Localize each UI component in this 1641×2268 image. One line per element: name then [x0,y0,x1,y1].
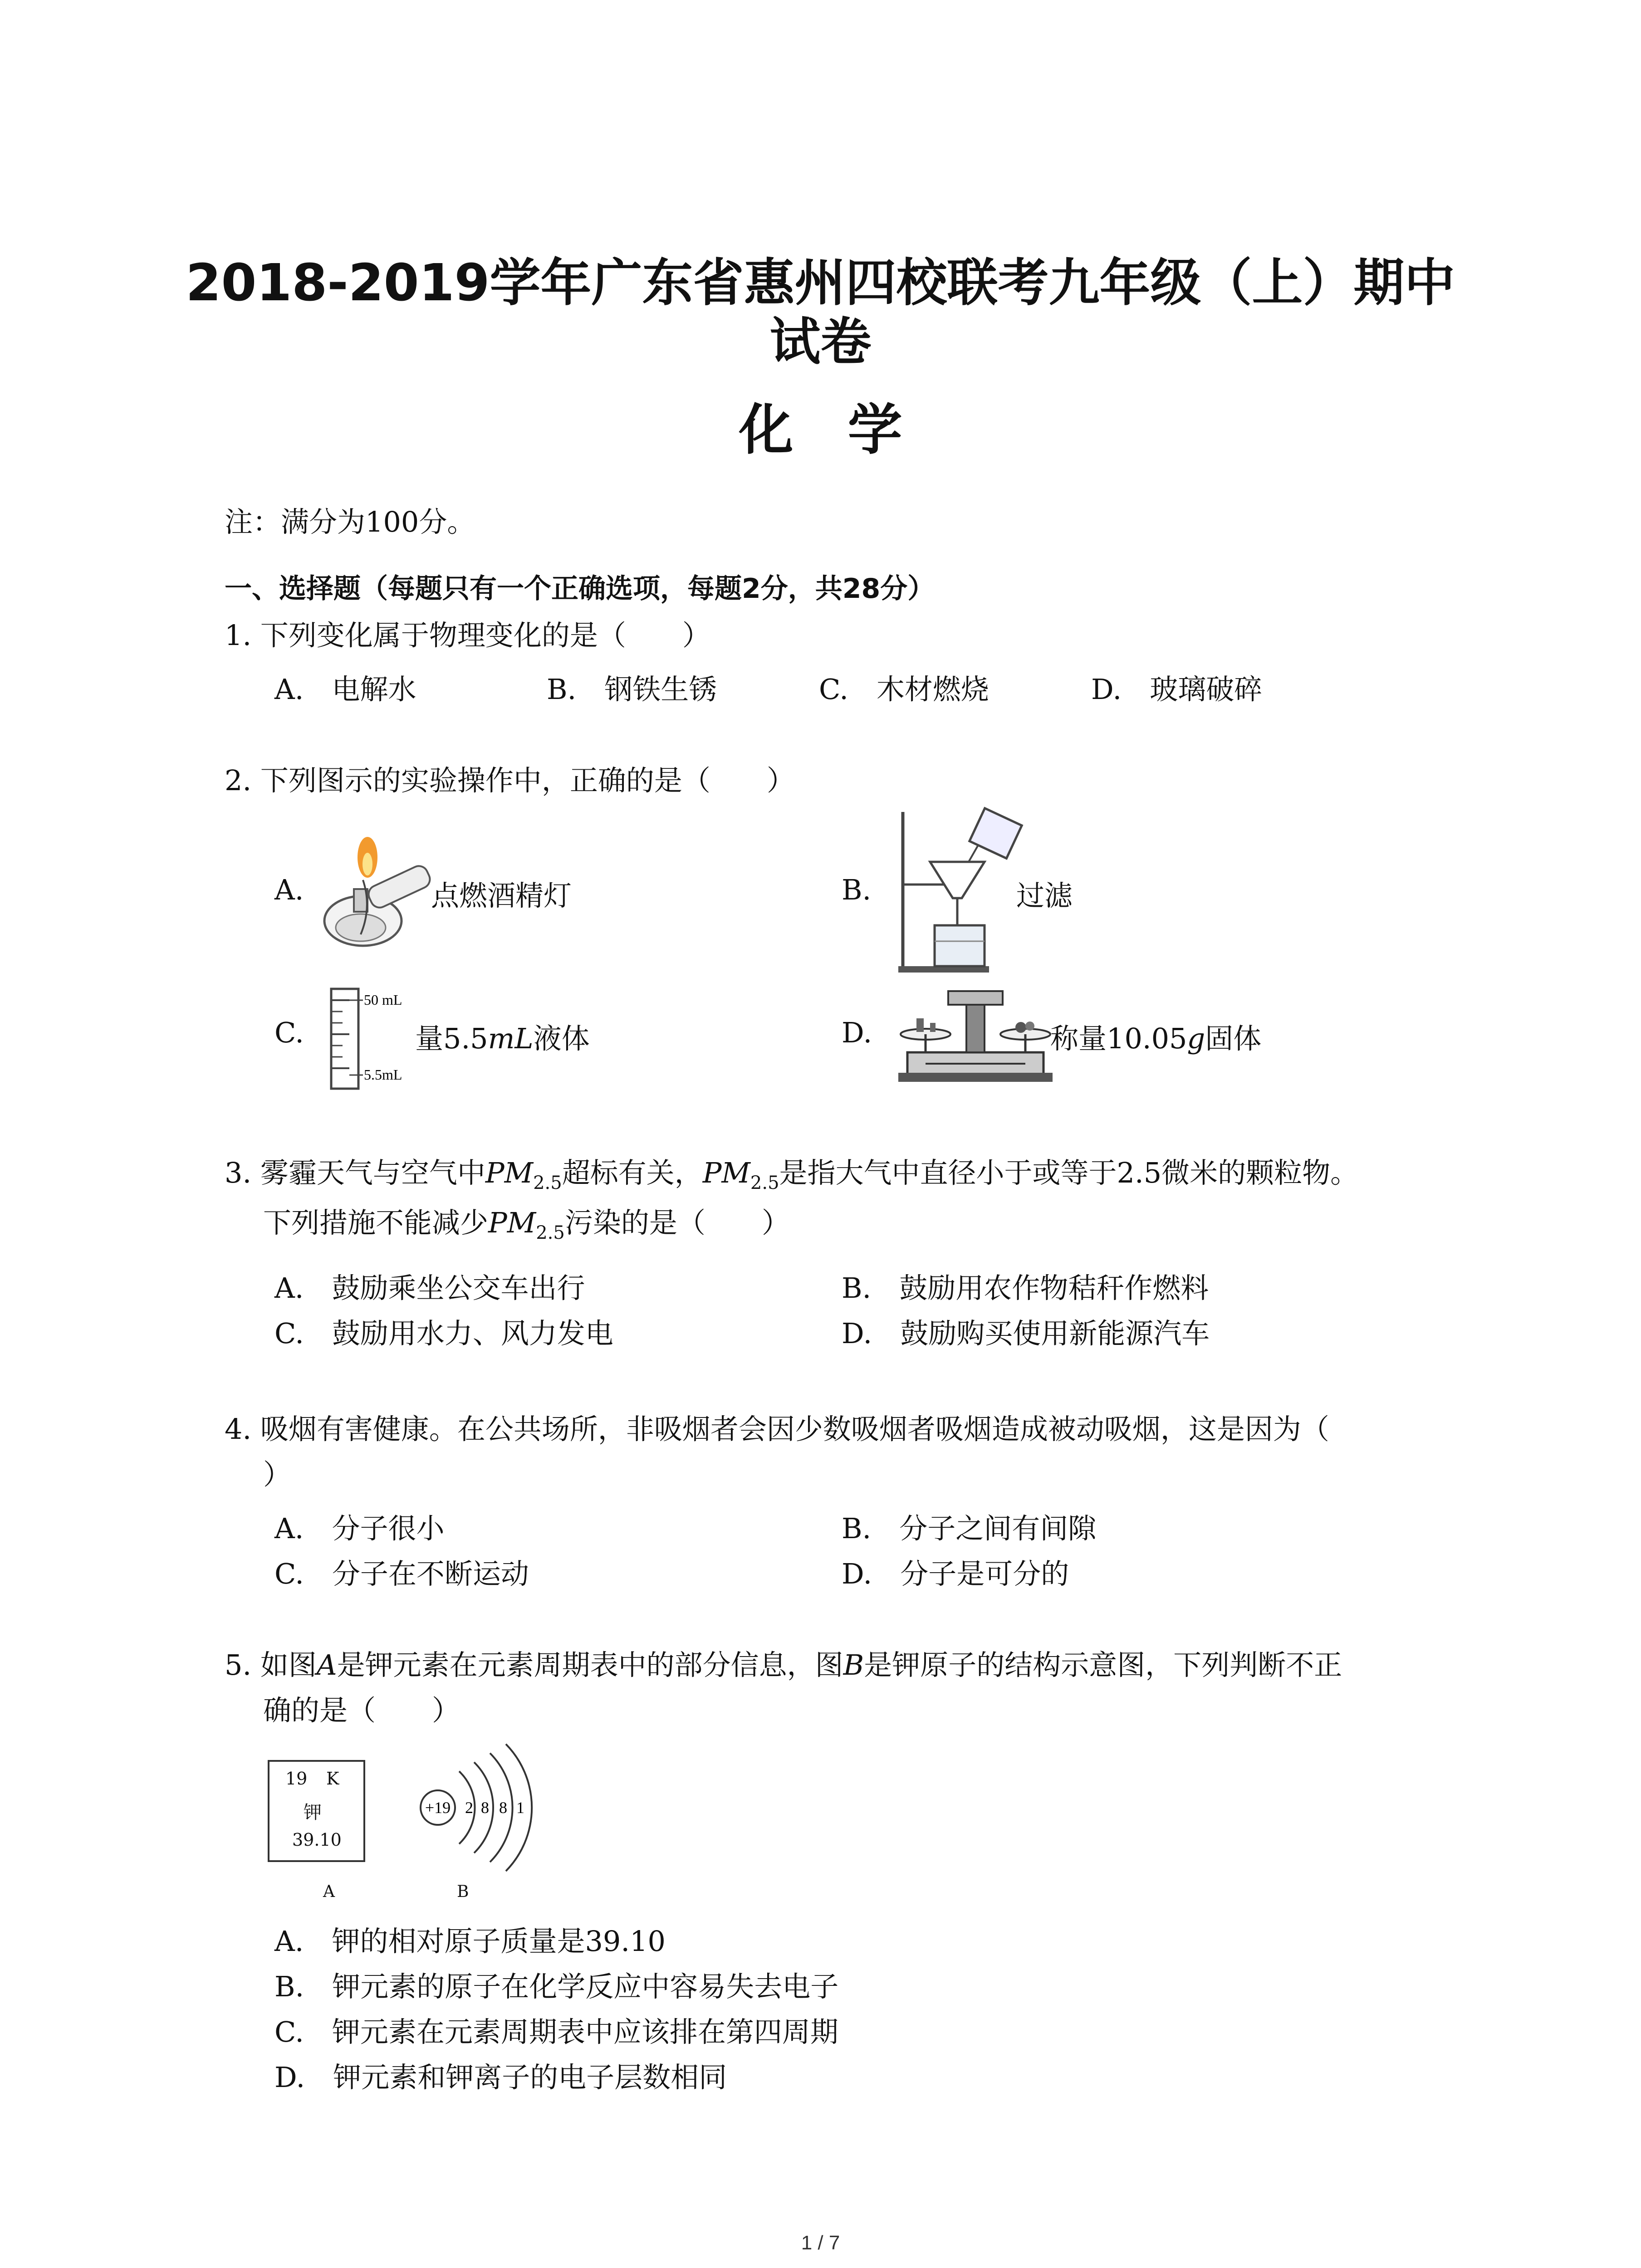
nucleus-charge: +19 [425,1799,451,1817]
periodic-table-tile [268,1760,365,1862]
q1-option-b: B. 钢铁生锈 [547,673,717,706]
question-4-line2: ） [263,1458,292,1491]
question-3-line2: 下列措施不能减少$PM_{2.5}$污染的是（ ） [263,1206,790,1243]
element-name: 钾 [304,1802,322,1823]
q2-option-c-caption: 量5.5mL液体 [415,1022,590,1055]
q4-option-d: D. 分子是可分的 [842,1557,1069,1590]
cylinder-tick-bottom: 5.5mL [364,1066,402,1083]
page-title: 2018-2019学年广东省惠州四校联考九年级（上）期中 [186,254,1455,313]
q2-option-d-caption: 称量10.05g固体 [1050,1022,1262,1055]
alcohol-lamp-image [318,830,436,953]
q2-option-a-caption: 点燃酒精灯 [431,879,572,912]
cylinder-tick-top: 50 mL [364,992,402,1008]
q4-option-a: A. 分子很小 [274,1512,445,1545]
shell-4-electrons: 1 [516,1799,524,1817]
page-title-line2: 试卷 [769,313,872,371]
q3-option-b: B. 鼓励用农作物秸秆作燃料 [842,1271,1209,1305]
graduated-cylinder-image [322,984,413,1093]
q4-option-b: B. 分子之间有间隙 [842,1512,1097,1545]
score-note: 注：满分为100分。 [225,505,475,538]
shell-2-electrons: 8 [481,1799,489,1817]
q2-option-b-caption: 过滤 [1016,879,1073,912]
q5-option-a: A. 钾的相对原子质量是39.10 [274,1925,666,1958]
q2-option-a-letter: A. [274,873,304,906]
q4-option-c: C. 分子在不断运动 [274,1557,529,1590]
figure-a-label: A [323,1882,335,1901]
question-2-stem: 2. 下列图示的实验操作中，正确的是（ ） [225,764,795,797]
q1-option-c: C. 木材燃烧 [819,673,989,706]
q2-option-d-letter: D. [842,1016,872,1049]
element-symbol: K [326,1769,339,1789]
q3-option-d: D. 鼓励购买使用新能源汽车 [842,1317,1210,1350]
q1-option-a: A. 电解水 [274,673,416,706]
q3-option-a: A. 鼓励乘坐公交车出行 [274,1271,585,1305]
figure-b-label: B [457,1882,469,1901]
question-5-line2: 确的是（ ） [263,1694,460,1727]
subject-title: 化 学 [739,399,902,462]
atomic-number: 19 [285,1769,308,1789]
q5-option-b: B. 钾元素的原子在化学反应中容易失去电子 [274,1970,839,2003]
q5-option-c: C. 钾元素在元素周期表中应该排在第四周期 [274,2015,838,2048]
page-number: 1 / 7 [801,2232,840,2254]
atomic-mass: 39.10 [292,1830,342,1850]
atom-structure-diagram [417,1737,558,1887]
question-4-line1: 4. 吸烟有害健康。在公共场所，非吸烟者会因少数吸烟者吸烟造成被动吸烟，这是因为（ [225,1413,1329,1446]
shell-1-electrons: 2 [465,1799,473,1817]
q2-option-b-letter: B. [842,873,872,906]
question-3-line1: 3. 雾霾天气与空气中$PM_{2.5}$超标有关，$PM_{2.5}$是指大气中直径小于或等于2.5微米的颗粒物。 [225,1156,1359,1193]
q3-option-c: C. 鼓励用水力、风力发电 [274,1317,613,1350]
q5-option-d: D. 钾元素和钾离子的电子层数相同 [274,2061,727,2094]
q2-option-c-letter: C. [274,1016,304,1049]
question-5-line1: 5. 如图A是钾元素在元素周期表中的部分信息，图B是钾原子的结构示意图，下列判断不正 [225,1648,1342,1681]
question-1-stem: 1. 下列变化属于物理变化的是（ ） [225,619,710,652]
balance-scale-image [889,984,1062,1084]
section-heading: 一、选择题（每题只有一个正确选项，每题2分，共28分） [225,573,935,605]
shell-3-electrons: 8 [499,1799,507,1817]
q1-option-d: D. 玻璃破碎 [1091,673,1263,706]
